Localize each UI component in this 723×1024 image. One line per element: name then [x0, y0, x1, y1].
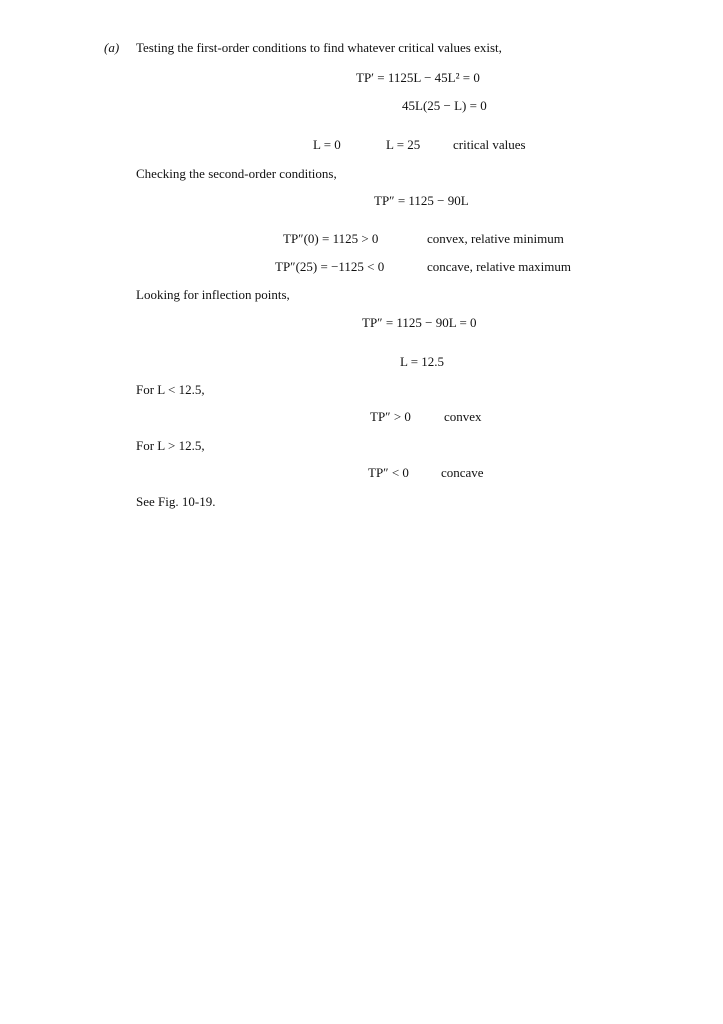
critical-values-note: critical values: [453, 137, 526, 152]
first-derivative-equation: TP′ = 1125L − 45L² = 0: [356, 70, 480, 85]
inflection-solution: L = 12.5: [400, 354, 445, 369]
factored-equation: 45L(25 − L) = 0: [402, 98, 487, 113]
critical-value-twentyfive: L = 25: [386, 137, 421, 152]
figure-reference: See Fig. 10-19.: [136, 494, 216, 509]
convex-minimum-note: convex, relative minimum: [427, 231, 564, 246]
second-derivative-at-twentyfive: TP″(25) = −1125 < 0: [275, 259, 385, 274]
inflection-equation: TP″ = 1125 − 90L = 0: [362, 315, 477, 330]
second-derivative-at-zero: TP″(0) = 1125 > 0: [283, 231, 379, 246]
intro-text: Testing the first-order conditions to find whatever critical values exist,: [136, 40, 502, 55]
part-label: (a): [104, 40, 120, 55]
case-greater-label: For L > 12.5,: [136, 438, 205, 453]
case-less-convex-note: convex: [444, 409, 482, 424]
case-greater-expression: TP″ < 0: [368, 465, 409, 480]
critical-value-zero: L = 0: [313, 137, 341, 152]
case-greater-concave-note: concave: [441, 465, 484, 480]
inflection-intro: Looking for inflection points,: [136, 287, 290, 302]
concave-maximum-note: concave, relative maximum: [427, 259, 572, 274]
second-order-intro: Checking the second-order conditions,: [136, 166, 337, 181]
case-less-expression: TP″ > 0: [370, 409, 411, 424]
case-less-label: For L < 12.5,: [136, 382, 205, 397]
second-derivative-equation: TP″ = 1125 − 90L: [374, 193, 469, 208]
